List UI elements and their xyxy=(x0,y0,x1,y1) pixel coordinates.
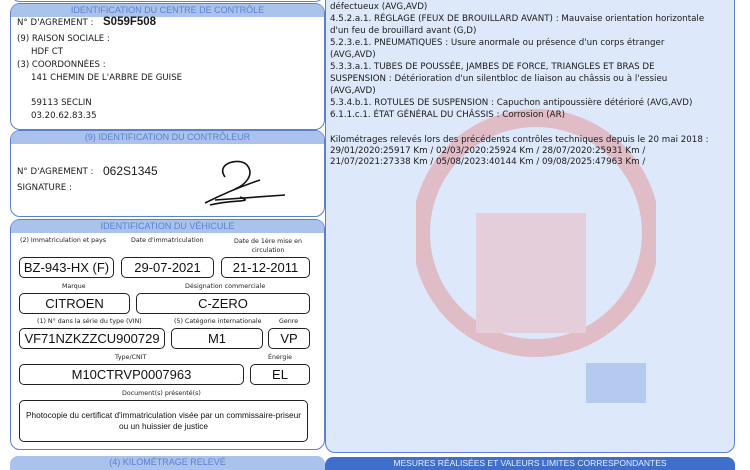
km-history-line: 29/01/2020:25917 Km / 02/03/2020:25924 Km / 28/07/2020:25931 Km / xyxy=(330,146,646,156)
address: 141 CHEMIN DE L'ARBRE DE GUISE xyxy=(31,73,183,83)
centre-header: IDENTIFICATION DU CENTRE DE CONTRÔLE xyxy=(11,4,324,17)
immat-field: BZ-943-HX (F) xyxy=(19,257,114,278)
raison-label: (9) RAISON SOCIALE : xyxy=(17,34,110,44)
documents-field: Photocopie du certificat d'immatriculation visée par un commissaire-priseur ou un huissier de justice xyxy=(19,400,308,442)
categorie-label: (5) Catégorie internationale xyxy=(174,318,262,325)
documents-label: Document(s) présenté(s) xyxy=(122,390,201,397)
vin-label: (1) N° dans la série du type (VIN) xyxy=(37,318,142,325)
centre-agrement-label: N° D'AGREMENT : xyxy=(17,18,94,28)
raison: HDF CT xyxy=(31,47,64,57)
defaut-line: 5.2.3.e.1. PNEUMATIQUES : Usure anormale ou présence d'un corps étranger xyxy=(330,38,665,48)
top-panel-remnant xyxy=(10,0,325,2)
defaut-line: 4.5.2.a.1. RÉGLAGE (FEUX DE BROUILLARD AVANT) : Mauvaise orientation horizontale xyxy=(330,14,705,24)
signature-image xyxy=(185,155,295,210)
marque-field: CITROEN xyxy=(19,293,130,314)
designation-label: Désignation commerciale xyxy=(185,283,266,290)
genre-field: VP xyxy=(268,328,310,349)
kilometrage-header: (4) KILOMÉTRAGE RELEVÉ xyxy=(10,456,325,470)
vehicule-header: IDENTIFICATION DU VÉHICULE xyxy=(11,220,324,233)
defaut-line: défectueux (AVG,AVD) xyxy=(330,2,428,12)
categorie-field: M1 xyxy=(171,328,263,349)
cnit-label: Type/CNIT xyxy=(115,354,147,361)
centre-agrement: S059F508 xyxy=(103,16,157,28)
date-immat-label: Date d'immatriculation xyxy=(131,237,204,244)
city: 59113 SECLIN xyxy=(31,98,92,108)
cnit-field: M10CTRVP0007963 xyxy=(19,364,244,385)
km-history-line: Kilométrages relevés lors des précédents contrôles techniques depuis le 20 mai 2018 : xyxy=(330,135,709,145)
date-immat-field: 29-07-2021 xyxy=(121,257,214,278)
defaut-line: 5.3.4.b.1. ROTULES DE SUSPENSION : Capuchon antipoussière détérioré (AVG,AVD) xyxy=(330,98,693,108)
defauts-panel xyxy=(325,0,735,453)
energie-label: Énergie xyxy=(268,354,292,361)
immat-label: (2) Immatriculation et pays xyxy=(20,237,107,244)
defaut-line: (AVG,AVD) xyxy=(330,86,376,96)
defaut-line: 6.1.1.c.1. ÉTAT GÉNÉRAL DU CHÂSSIS : Corrosion (AR) xyxy=(330,110,566,120)
marque-label: Marque xyxy=(62,283,86,290)
km-history-line: 21/07/2021:27338 Km / 05/08/2023:40144 Km / 09/08/2025:47963 Km / xyxy=(330,157,646,167)
defaut-line: 5.3.3.a.1. TUBES DE POUSSÉE, JAMBES DE FORCE, TRIANGLES ET BRAS DE xyxy=(330,62,655,72)
defaut-line: (AVG,AVD) xyxy=(330,50,376,60)
designation-field: C-ZERO xyxy=(136,293,310,314)
mesures-header: MESURES RÉALISÉES ET VALEURS LIMITES CORRESPONDANTES xyxy=(325,457,735,470)
defaut-line: d'un feu de brouillard avant (G,D) xyxy=(330,26,477,36)
phone: 03.20.62.83.35 xyxy=(31,111,97,121)
coord-label: (3) COORDONNÉES : xyxy=(17,60,106,70)
controleur-agrement: 062S1345 xyxy=(103,164,158,178)
energie-field: EL xyxy=(250,364,310,385)
defaut-line: SUSPENSION : Détérioration d'un silentbloc de liaison au châssis ou à l'essieu xyxy=(330,74,668,84)
signature-label: SIGNATURE : xyxy=(17,183,72,193)
vin-field: VF71NZKZZCU900729 xyxy=(19,328,165,349)
date-circ-label: Date de 1ère mise en circulation xyxy=(233,238,303,254)
genre-label: Genre xyxy=(279,318,299,325)
controleur-agrement-label: N° D'AGREMENT : xyxy=(17,167,94,177)
controleur-header: (9) IDENTIFICATION DU CONTRÔLEUR xyxy=(11,131,324,144)
date-circ-field: 21-12-2011 xyxy=(221,257,310,278)
